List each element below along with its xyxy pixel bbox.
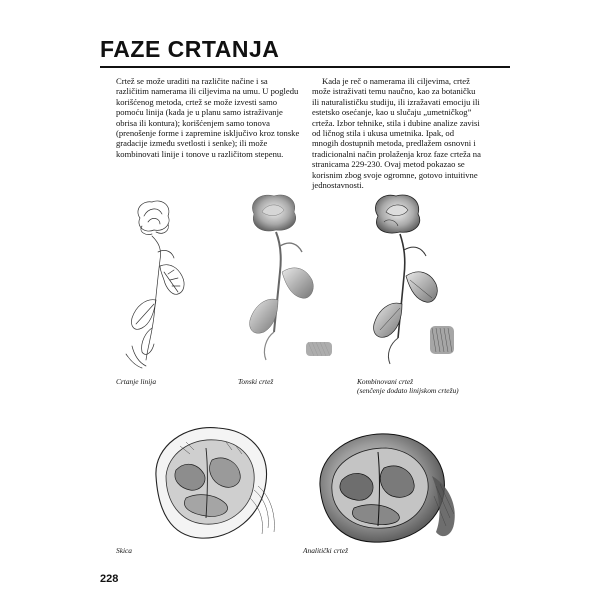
page-number: 228 (100, 573, 119, 585)
page-title: FAZE CRTANJA (100, 36, 280, 62)
caption-tonal-drawing: Tonski crtež (238, 377, 274, 386)
caption-combined-subtitle: (senčenje dodato linijskom crtežu) (357, 386, 459, 395)
walnut-analytic-drawing (312, 426, 462, 548)
walnut-sketch-drawing (146, 420, 278, 546)
rose-tonal-drawing (236, 192, 346, 372)
right-column-text: Kada je reč o namerama ili ciljevima, crtež može istraživati temu naučno, kao za botaničku ili naturalističku studiju, ili izražavati emociju ili estetsko osećanje, kao u slučaju „umetničkog” crteža. Izbor tehnike, stila i dubine analize zavisi od ličnog stila i ukusa umetnika. Ipak, od mnogih dostupnih metoda, predlažem osnovni i tradicionalni način prolaženja kroz faze crteža na stranicama 229-230. Ovaj metod pokazao se korisnim zbog svoje ogromne, gotovo intuitivne jednostavnosti. (312, 76, 481, 191)
title-rule (100, 66, 510, 68)
left-column-text: Crtež se može uraditi na različite načine i sa različitim namerama ili ciljevima na umu. U pogledu korišćenog metoda, crtež se može izvesti samo pomoću linija (kada je u planu samo istraživanje obrisa ili kontura); korišćenjem samo tonova (prenošenje forme i zapremine isključivo kroz tonske gradacije između svetlosti i senke); ili može kombinovati linije i tonove u različitom stepenu. (116, 76, 300, 159)
caption-combined-title: Kombinovani crtež (357, 377, 414, 386)
caption-analytic: Analitički crtež (303, 546, 348, 555)
rose-line-drawing (112, 196, 212, 372)
caption-combined-drawing (357, 377, 459, 395)
rose-combined-drawing (356, 192, 466, 372)
caption-sketch: Skica (116, 546, 133, 555)
caption-line-drawing: Crtanje linija (116, 377, 157, 386)
